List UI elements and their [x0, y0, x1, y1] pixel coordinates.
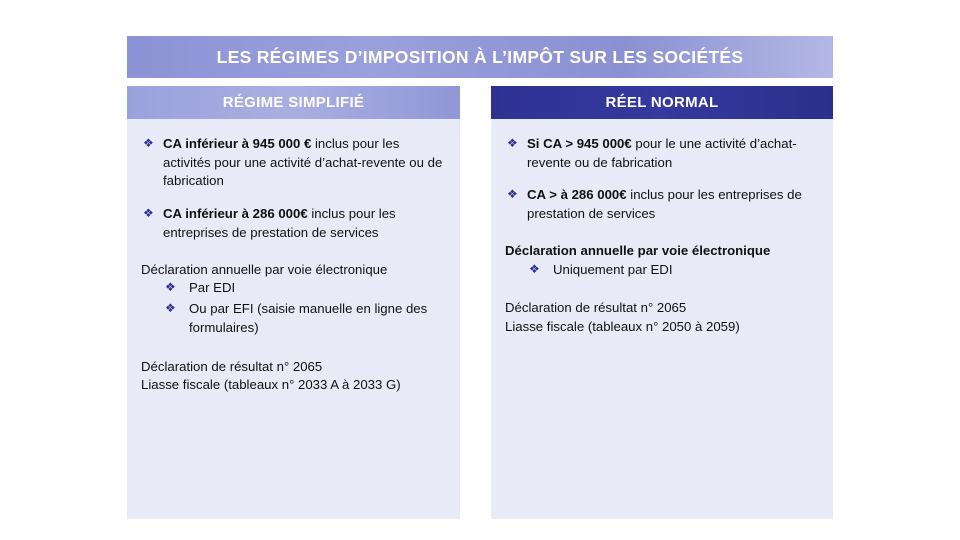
list-item: [163, 300, 446, 337]
left-sub-bullet-list: [141, 279, 446, 337]
column-left-body: [127, 119, 460, 519]
right-bullet-2-text: [527, 186, 819, 223]
column-right-body: [491, 119, 833, 519]
page-title: LES RÉGIMES D’IMPOSITION À L’IMPÔT SUR LES SOCIÉTÉS: [127, 36, 833, 78]
bullet-diamond-icon: ❖: [143, 206, 154, 221]
right-bullet-1-text: [527, 135, 819, 172]
left-main-bullet-list: [141, 135, 446, 243]
left-bullet-2-bold: CA inférieur à 286 000€: [163, 206, 308, 222]
right-bullet-2-rest: inclus pour les entreprises de prestation de services: [527, 187, 802, 222]
right-sub-bullet-list: [505, 261, 819, 280]
left-sub-bullet-1: Par EDI: [189, 280, 236, 296]
left-footer-line-2: Liasse fiscale (tableaux n° 2033 A à 2033 G): [141, 377, 401, 393]
bullet-diamond-icon: ❖: [165, 301, 176, 316]
list-item: [505, 186, 819, 223]
left-bullet-2-rest: inclus pour les entreprises de prestation de services: [163, 206, 396, 240]
left-footer-line-1: Déclaration de résultat n° 2065: [141, 358, 323, 374]
spacer: [141, 340, 446, 358]
right-footer-line-2: Liasse fiscale (tableaux n° 2050 à 2059): [505, 319, 740, 335]
left-bullet-1-bold: CA inférieur à 945 000 €: [163, 136, 312, 151]
left-bullet-2-text: [163, 205, 446, 242]
bullet-diamond-icon: ❖: [507, 187, 518, 202]
list-item: [505, 135, 819, 172]
left-bullet-1-text: [163, 135, 446, 191]
column-regime-simplifie: [127, 86, 460, 519]
list-item: [141, 205, 446, 242]
list-item: [527, 261, 819, 280]
right-bullet-1-bold: Si CA > 945 000€: [527, 136, 632, 151]
column-left-header: RÉGIME SIMPLIFIÉ: [127, 86, 460, 119]
bullet-diamond-icon: ❖: [507, 136, 518, 150]
column-reel-normal: [491, 86, 833, 519]
spacer: [505, 281, 819, 299]
right-declaration-intro: Déclaration annuelle par voie électronique: [505, 242, 771, 258]
right-main-bullet-list: [505, 135, 819, 224]
right-footer-line-1: Déclaration de résultat n° 2065: [505, 300, 687, 316]
bullet-diamond-icon: ❖: [143, 136, 154, 150]
spacer: [141, 243, 446, 261]
list-item: [163, 279, 446, 298]
list-item: [141, 135, 446, 191]
right-sub-bullet-1: Uniquement par EDI: [553, 261, 673, 277]
left-declaration-intro: Déclaration annuelle par voie électronique: [141, 261, 388, 277]
left-sub-bullet-2: Ou par EFI (saisie manuelle en ligne des formulaires): [189, 301, 428, 335]
right-bullet-2-bold: CA > à 286 000€: [527, 187, 627, 203]
bullet-diamond-icon: ❖: [529, 261, 540, 276]
left-bullet-1-rest: inclus pour les activités pour une activité d’achat-revente ou de fabrication: [163, 136, 443, 189]
column-right-header: RÉEL NORMAL: [491, 86, 833, 119]
spacer: [505, 224, 819, 242]
right-bullet-1-rest: pour le une activité d’achat-revente ou de fabrication: [527, 136, 797, 170]
bullet-diamond-icon: ❖: [165, 280, 176, 295]
